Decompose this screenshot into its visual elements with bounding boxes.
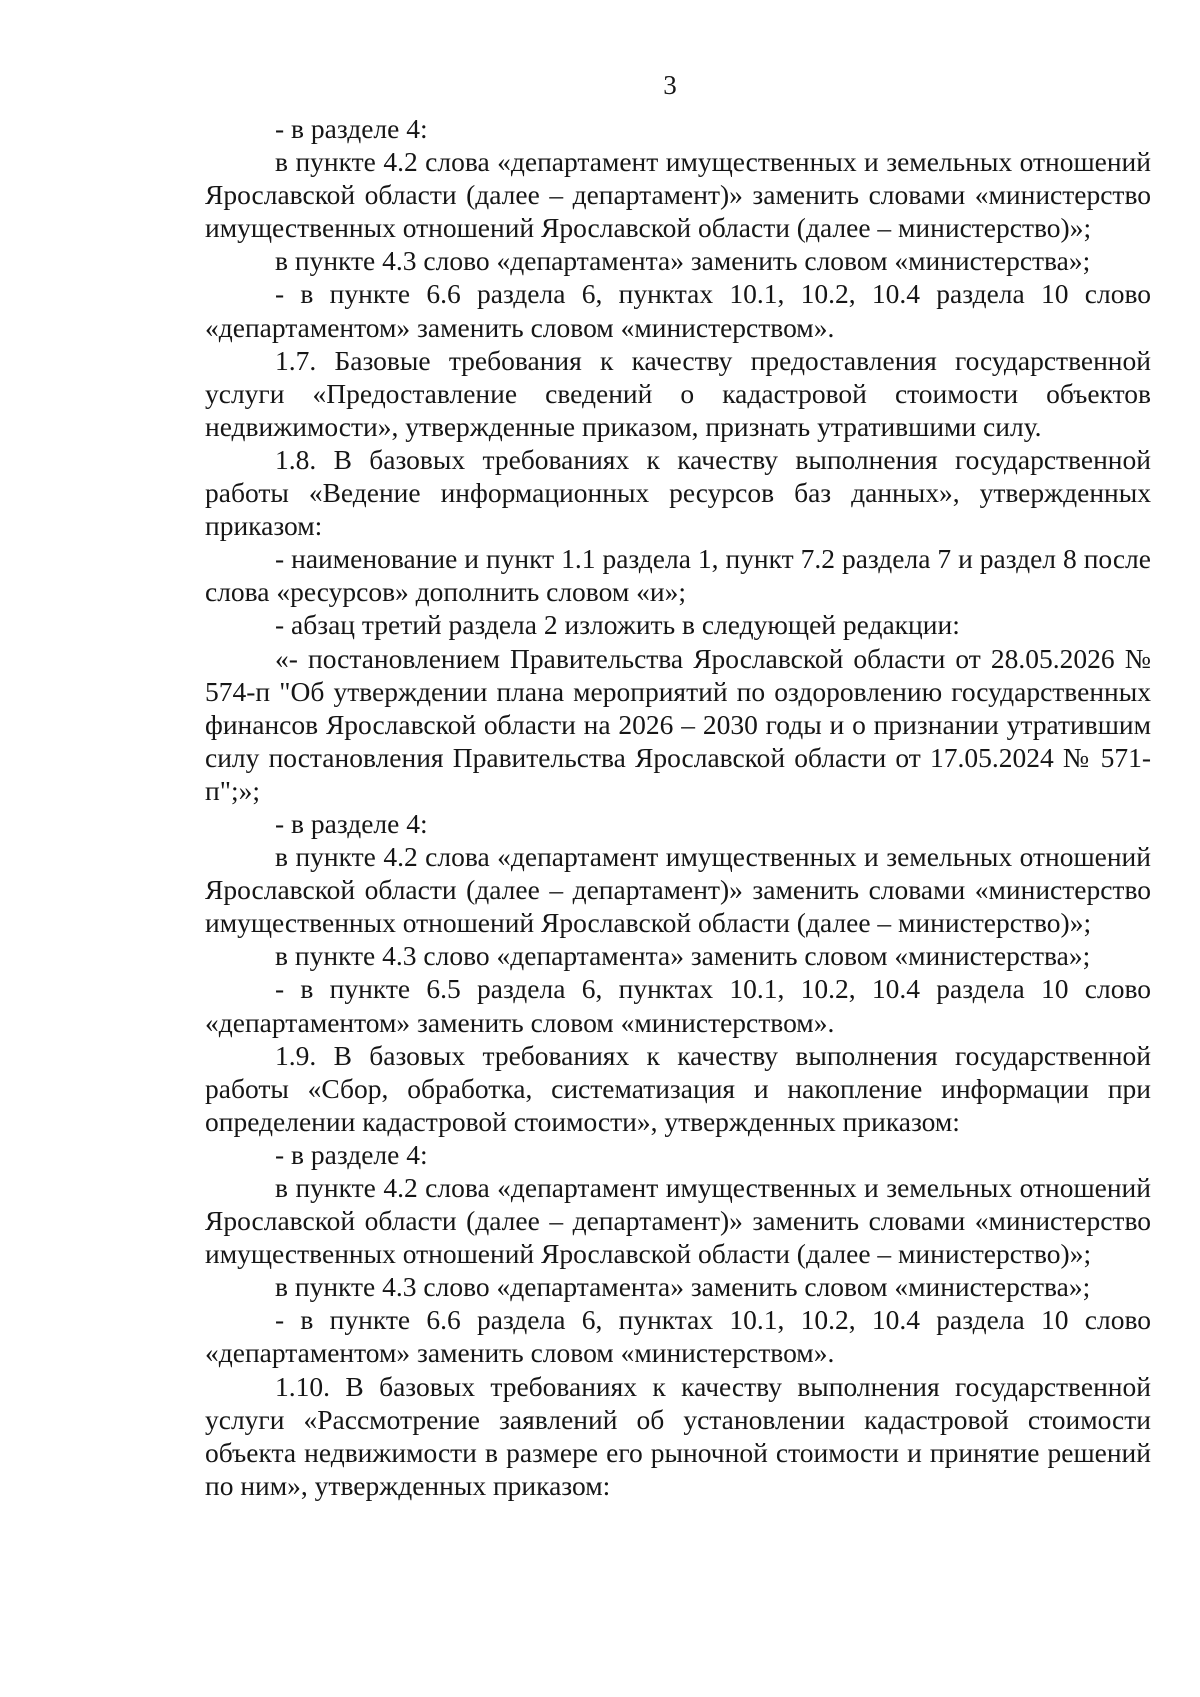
page-number: 3	[663, 70, 677, 100]
paragraph: - в разделе 4:	[275, 1138, 428, 1170]
paragraph: - наименование и пункт 1.1 раздела 1, пункт 7.2 раздела 7 и раздел 8 после слова «ресурсов» дополнить словом «и»;	[205, 543, 1151, 608]
paragraph: 1.8. В базовых требованиях к качеству выполнения государственной работы «Ведение информационных ресурсов баз данных», утвержденных приказом:	[205, 443, 1151, 542]
paragraph: в пункте 4.3 слово «департамента» заменить словом «министерства»;	[275, 245, 1091, 277]
paragraph: - в разделе 4:	[275, 807, 428, 839]
paragraph: в пункте 4.3 слово «департамента» заменить словом «министерства»;	[275, 940, 1091, 972]
paragraph: - абзац третий раздела 2 изложить в следующей редакции:	[275, 609, 960, 641]
document-body	[205, 112, 1151, 1502]
paragraph: в пункте 4.2 слова «департамент имущественных и земельных отношений Ярославской области (далее – департамент)» заменить словами «министерство имущественных отношений Ярославской области (далее – министерство)»;	[205, 841, 1151, 939]
paragraph: - в пункте 6.6 раздела 6, пунктах 10.1, 10.2, 10.4 раздела 10 слово «департаментом» заменить словом «министерством».	[205, 1304, 1151, 1369]
paragraph: в пункте 4.2 слова «департамент имущественных и земельных отношений Ярославской области (далее – департамент)» заменить словами «министерство имущественных отношений Ярославской области (далее – министерство)»;	[205, 146, 1151, 244]
paragraph: в пункте 4.2 слова «департамент имущественных и земельных отношений Ярославской области (далее – департамент)» заменить словами «министерство имущественных отношений Ярославской области (далее – министерство)»;	[205, 1172, 1151, 1270]
paragraph: 1.9. В базовых требованиях к качеству выполнения государственной работы «Сбор, обработка, систематизация и накопление информации при определении кадастровой стоимости», утвержденных приказом:	[205, 1039, 1151, 1137]
paragraph: 1.10. В базовых требованиях к качеству выполнения государственной услуги «Рассмотрение заявлений об установлении кадастровой стоимости объекта недвижимости в размере его рыночной стоимости и принятие решений по ним», утвержденных приказом:	[205, 1370, 1151, 1501]
paragraph: «- постановлением Правительства Ярославской области от 28.05.2026 № 574-п "Об утверждении плана мероприятий по оздоровлению государственных финансов Ярославской области на 2026 – 2030 годы и о признании утратившим силу постановления Правительства Ярославской области от 17.05.2024 № 571-п";»;	[205, 642, 1151, 806]
paragraph: в пункте 4.3 слово «департамента» заменить словом «министерства»;	[275, 1271, 1091, 1303]
paragraph: 1.7. Базовые требования к качеству предоставления государственной услуги «Предоставление сведений о кадастровой стоимости объектов недвижимости», утвержденные приказом, признать утратившими силу.	[205, 344, 1151, 442]
paragraph: - в разделе 4:	[275, 113, 428, 144]
paragraph: - в пункте 6.6 раздела 6, пунктах 10.1, 10.2, 10.4 раздела 10 слово «департаментом» заменить словом «министерством».	[205, 278, 1151, 343]
paragraph: - в пункте 6.5 раздела 6, пунктах 10.1, 10.2, 10.4 раздела 10 слово «департаментом» заменить словом «министерством».	[205, 973, 1151, 1038]
